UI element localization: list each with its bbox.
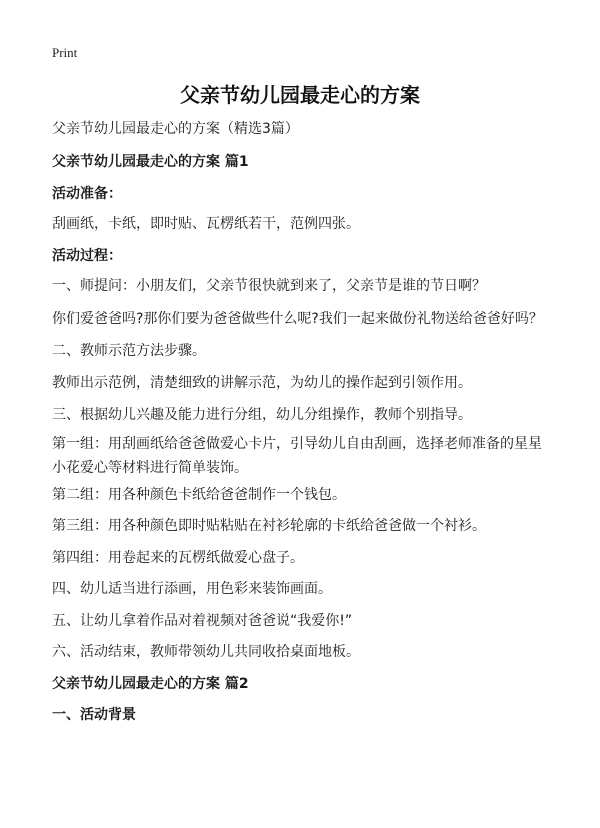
- page-title: 父亲节幼儿园最走心的方案: [180, 83, 420, 107]
- background-heading: 一、活动背景: [52, 707, 136, 723]
- step-paragraph: 三、根据幼儿兴趣及能力进行分组，幼儿分组操作，教师个别指导。: [52, 407, 472, 423]
- step-paragraph: 二、教师示范方法步骤。: [52, 343, 206, 359]
- subtitle: 父亲节幼儿园最走心的方案（精选3篇）: [52, 121, 299, 137]
- section-heading-2: 父亲节幼儿园最走心的方案 篇2: [52, 676, 249, 692]
- step-paragraph: 第一组：用刮画纸给爸爸做爱心卡片，引导幼儿自由刮画，选择老师准备的星星小花爱心等材料进行简单装饰。: [52, 436, 542, 476]
- step-paragraph: 你们爱爸爸吗?那你们要为爸爸做些什么呢?我们一起来做份礼物送给爸爸好吗？: [52, 311, 543, 327]
- section-heading-1: 父亲节幼儿园最走心的方案 篇1: [52, 154, 249, 170]
- step-paragraph: 五、让幼儿拿着作品对着视频对爸爸说“我爱你!”: [52, 613, 353, 629]
- step-paragraph: 第二组：用各种颜色卡纸给爸爸制作一个钱包。: [52, 487, 346, 503]
- step-paragraph: 第三组：用各种颜色即时贴粘贴在衬衫轮廓的卡纸给爸爸做一个衬衫。: [52, 518, 486, 534]
- step-paragraph: 四、幼儿适当进行添画，用色彩来装饰画面。: [52, 581, 332, 597]
- step-paragraph: 第四组：用卷起来的瓦楞纸做爱心盘子。: [52, 550, 304, 566]
- step-paragraph: 教师出示范例，清楚细致的讲解示范，为幼儿的操作起到引领作用。: [52, 375, 472, 391]
- process-heading: 活动过程：: [52, 248, 122, 264]
- step-paragraph: 六、活动结束，教师带领幼儿共同收拾桌面地板。: [52, 644, 360, 660]
- prep-heading: 活动准备：: [52, 186, 122, 202]
- print-label[interactable]: Print: [52, 45, 78, 60]
- step-paragraph: 一、师提问：小朋友们，父亲节很快就到来了，父亲节是谁的节日啊？: [52, 278, 486, 294]
- prep-text: 刮画纸，卡纸，即时贴、瓦楞纸若干，范例四张。: [52, 216, 360, 232]
